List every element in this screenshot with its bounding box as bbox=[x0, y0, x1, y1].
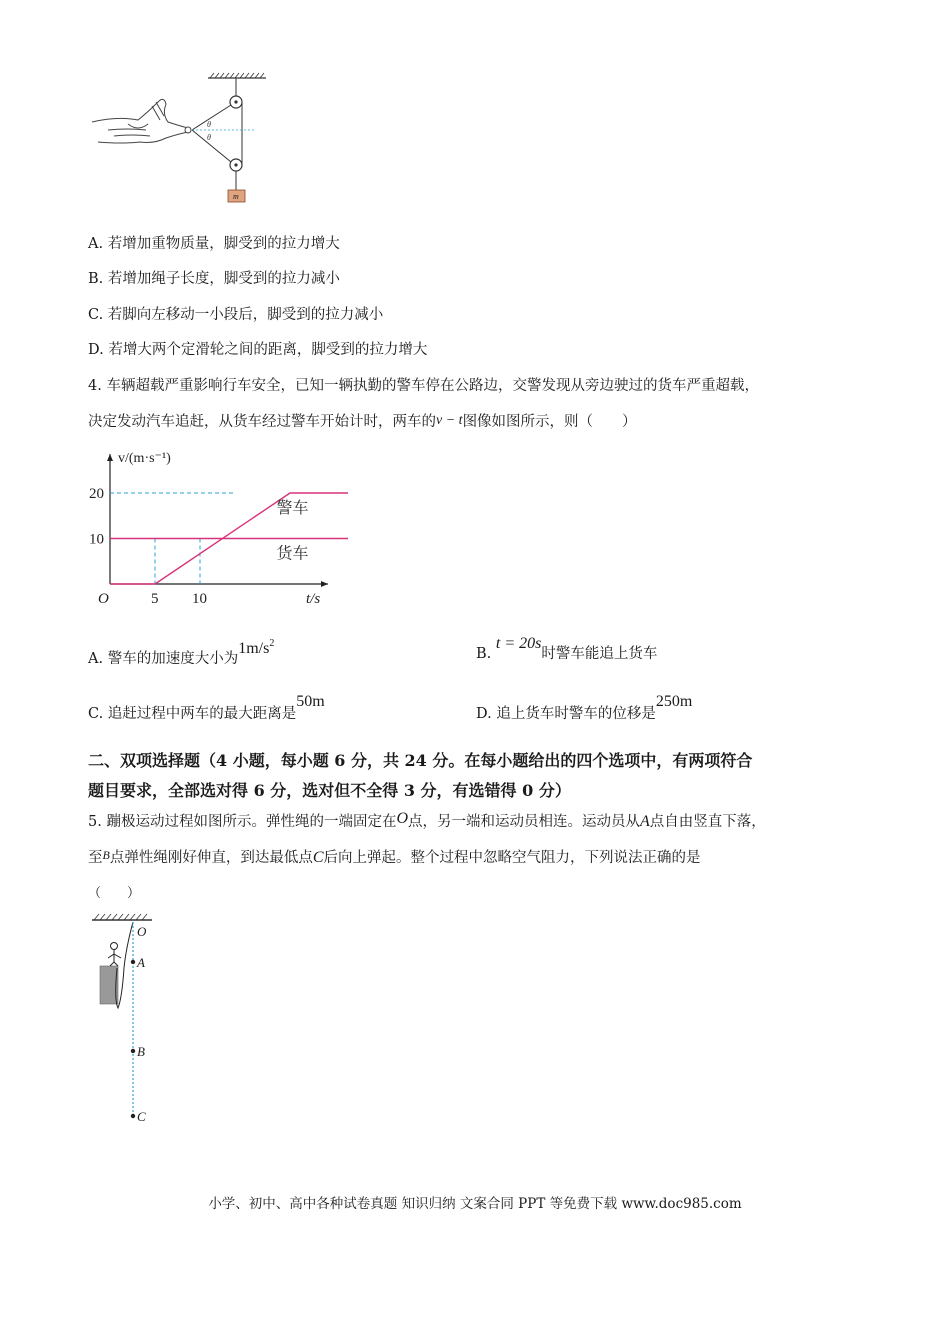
vt-chart bbox=[88, 442, 348, 612]
foot-drawing bbox=[92, 99, 191, 143]
q4-stem-line1: 4. 车辆超载严重影响行车安全，已知一辆执勤的警车停在公路边，交警发现从旁边驶过的货车严重超载， bbox=[88, 378, 759, 394]
pulley-figure bbox=[88, 72, 278, 207]
x-tick-5: 5 bbox=[151, 591, 159, 607]
x-axis-label: t/s bbox=[306, 591, 321, 607]
series-label-police: 警车 bbox=[276, 500, 309, 517]
q4-option-c: C. 追赶过程中两车的最大距离是50m bbox=[88, 693, 325, 722]
jumper-icon bbox=[108, 943, 121, 967]
x-tick-10: 10 bbox=[192, 591, 207, 607]
q3-option-b: B. 若增加绳子长度，脚受到的拉力减小 bbox=[88, 271, 340, 287]
q4-stem-line2: 决定发动汽车追赶，从货车经过警车开始计时，两车的v − t图像如图所示，则（ ） bbox=[88, 413, 637, 430]
mass-label: m bbox=[233, 192, 239, 201]
point-a-label: A bbox=[137, 955, 145, 970]
page-footer: 小学、初中、高中各种试卷真题 知识归纳 文案合同 PPT 等免费下载 www.doc985.com bbox=[208, 1196, 742, 1212]
q4-option-a: A. 警车的加速度大小为$1m/s^2$ bbox=[88, 638, 275, 667]
origin-label: O bbox=[98, 591, 109, 607]
q3-option-d: D. 若增大两个定滑轮之间的距离，脚受到的拉力增大 bbox=[88, 342, 428, 358]
y-tick-20: 20 bbox=[89, 486, 104, 502]
section2-heading-line1: 二、双项选择题（4 小题，每小题 6 分，共 24 分。在每小题给出的四个选项中，有两项符合 bbox=[88, 751, 753, 770]
theta-label-upper: θ bbox=[207, 120, 211, 129]
bungee-figure bbox=[90, 908, 170, 1128]
q3-option-a: A. 若增加重物质量，脚受到的拉力增大 bbox=[88, 236, 340, 252]
y-axis-label: v/(m·s⁻¹) bbox=[118, 451, 171, 466]
y-axis-arrow bbox=[107, 454, 113, 461]
x-axis-arrow bbox=[321, 581, 328, 587]
y-tick-10: 10 bbox=[89, 531, 104, 548]
q5-answer-parens: （ ） bbox=[88, 886, 141, 901]
q5-stem-line1: 5. 蹦极运动过程如图所示。弹性绳的一端固定在O点，另一端和运动员相连。运动员从A点自由竖直下落， bbox=[88, 810, 766, 830]
q4-option-b: B. t = 20s时警车能追上货车 bbox=[476, 635, 658, 662]
q3-option-c: C. 若脚向左移动一小段后，脚受到的拉力减小 bbox=[88, 307, 384, 323]
q5-stem-line2: 至$^B$点弹性绳刚好伸直，到达最低点C后向上弹起。整个过程中忽略空气阻力，下列说法正确的是 bbox=[88, 848, 701, 866]
point-o-label: O bbox=[137, 924, 147, 939]
series-label-truck: 货车 bbox=[276, 545, 309, 563]
q4-option-d: D. 追上货车时警车的位移是250m bbox=[476, 693, 693, 722]
section2-heading-line2: 题目要求，全部选对得 6 分，选对但不全得 3 分，有选错得 0 分） bbox=[88, 781, 571, 800]
point-c-label: C bbox=[137, 1109, 146, 1124]
platform bbox=[100, 966, 118, 1004]
vt-symbol: v − t bbox=[436, 413, 463, 428]
point-b-label: B bbox=[137, 1044, 145, 1059]
theta-label-lower: θ bbox=[207, 133, 211, 142]
